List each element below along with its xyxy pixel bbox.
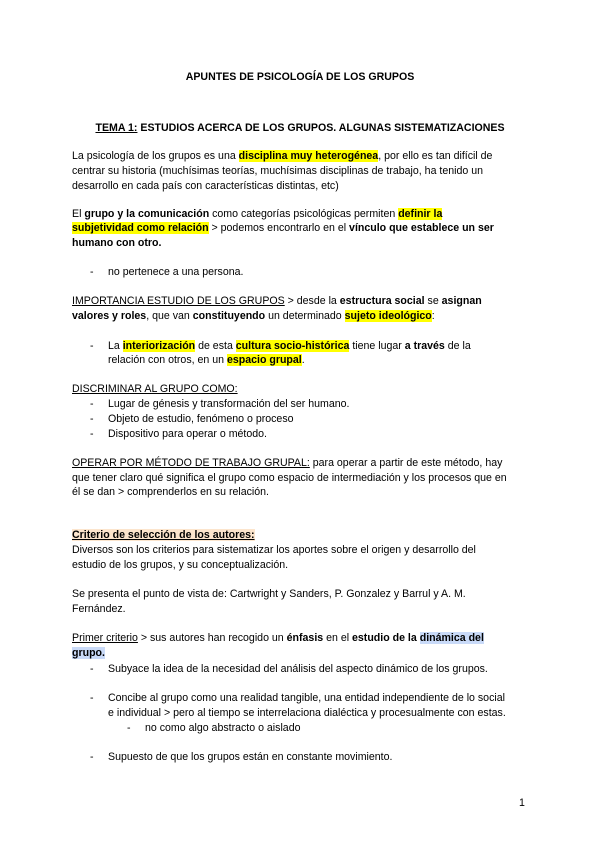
text: se	[424, 295, 442, 307]
bullet-1	[108, 265, 243, 279]
sub-list-item	[145, 721, 300, 735]
bullet-2-line-1	[108, 339, 471, 353]
bullet-dash: -	[90, 340, 94, 352]
highlight-text: cultura socio-histórica	[235, 340, 350, 352]
bullet-dash: -	[90, 428, 94, 440]
text: Supuesto de que los grupos están en constante movimiento.	[108, 751, 393, 763]
bullet-dash: -	[90, 266, 94, 278]
bullet-dash: -	[127, 722, 131, 734]
underlined-heading: OPERAR POR MÉTODO DE TRABAJO GRUPAL:	[72, 457, 310, 469]
text: relación con otros, en un	[108, 354, 227, 366]
tema-title: ESTUDIOS ACERCA DE LOS GRUPOS. ALGUNAS SISTEMATIZACIONES	[137, 122, 505, 134]
highlight-text: dinámica del	[419, 632, 484, 644]
text: Fernández.	[72, 603, 126, 615]
text: La	[108, 340, 123, 352]
bullet-dash: -	[90, 663, 94, 675]
underlined-heading: DISCRIMINAR AL GRUPO COMO:	[72, 383, 238, 395]
criterio-line-2	[72, 558, 288, 572]
bold-text: vínculo que establece un ser	[349, 222, 494, 234]
list-item	[108, 662, 488, 676]
text: :	[431, 310, 435, 322]
bold-text: humano con otro.	[72, 237, 162, 249]
presenta-line-2	[72, 602, 126, 616]
highlight-text: sujeto ideológico	[344, 310, 432, 322]
text: no pertenece a una persona.	[108, 266, 244, 278]
text: Dispositivo para operar o método.	[108, 428, 267, 440]
text: Concibe al grupo como una realidad tangible, una entidad independiente de lo social	[108, 692, 505, 704]
text: > sus autores han recogido un	[137, 632, 287, 644]
discriminar-item	[108, 397, 349, 411]
text: de esta	[195, 340, 236, 352]
highlight-text: grupo.	[72, 647, 105, 659]
bullet-dash: -	[90, 398, 94, 410]
bold-text: énfasis	[286, 632, 324, 644]
paragraph-1-line-1	[72, 149, 492, 163]
highlight-text: espacio grupal	[226, 354, 302, 366]
paragraph-2-line-2	[72, 221, 494, 235]
text: estudio de los grupos, y su conceptualización.	[72, 559, 289, 571]
text: de la	[444, 340, 471, 352]
text: > podemos encontrarlo en el	[208, 222, 350, 234]
bold-text: a través	[404, 340, 445, 352]
text: El	[72, 208, 85, 220]
discriminar-heading	[72, 382, 238, 396]
text: tiene lugar	[349, 340, 405, 352]
discriminar-item	[108, 427, 267, 441]
text: para operar a partir de este método, hay	[309, 457, 503, 469]
presenta-line-1	[72, 587, 466, 601]
text: , que van	[146, 310, 193, 322]
page-number: 1	[519, 797, 525, 809]
text: un determinado	[265, 310, 345, 322]
text: que tener claro qué significa el grupo como espacio de intermediación y los procesos que en	[72, 472, 507, 484]
highlight-text: subjetividad como relación	[72, 222, 209, 234]
text: no como algo abstracto o aislado	[145, 722, 301, 734]
text: Lugar de génesis y transformación del ser humano.	[108, 398, 350, 410]
discriminar-item	[108, 412, 294, 426]
criterio-heading	[72, 528, 255, 542]
tema-label: TEMA 1:	[95, 122, 138, 134]
highlight-text: disciplina muy heterogénea	[238, 150, 379, 162]
list-item	[108, 750, 392, 764]
bold-text: estudio de la	[352, 632, 420, 644]
text: como categorías psicológicas permiten	[209, 208, 399, 220]
underlined-heading: Primer criterio	[72, 632, 138, 644]
bold-text: asignan	[441, 295, 482, 307]
text: La psicología de los grupos es una	[72, 150, 239, 162]
tema-heading	[0, 121, 600, 135]
paragraph-2-line-3	[72, 236, 161, 250]
paragraph-1-line-2	[72, 164, 483, 178]
highlight-text: definir la	[398, 208, 443, 220]
text: Se presenta el punto de vista de: Cartwright y Sanders, P. Gonzalez y Barrul y A. M.	[72, 588, 466, 600]
highlight-text: interiorización	[122, 340, 196, 352]
text: centrar su historia (muchísimas teorías, muchísimas disciplinas de trabajo, ha tenido un	[72, 165, 483, 177]
bullet-dash: -	[90, 413, 94, 425]
bullet-dash: -	[90, 692, 94, 704]
text: > desde la	[284, 295, 340, 307]
text: Diversos son los criterios para sistematizar los aportes sobre el origen y desarrollo del	[72, 544, 476, 556]
text: e individual > pero al tiempo se interrelaciona dialéctica y procesualmente con estas.	[108, 707, 506, 719]
bold-text: valores y roles	[72, 310, 147, 322]
bold-text: grupo y la comunicación	[84, 208, 210, 220]
primer-criterio-line-1	[72, 631, 484, 645]
text: .	[301, 354, 305, 366]
underlined-heading: IMPORTANCIA ESTUDIO DE LOS GRUPOS	[72, 295, 285, 307]
list-item	[108, 691, 505, 705]
importancia-line-1	[72, 294, 482, 308]
text: desarrollo en cada país con características distintas, etc)	[72, 180, 339, 192]
text: en el	[323, 632, 353, 644]
title-text: APUNTES DE PSICOLOGÍA DE LOS GRUPOS	[185, 71, 415, 83]
operar-line-1	[72, 456, 502, 470]
highlight-heading: Criterio de selección de los autores:	[72, 529, 255, 541]
bold-text: estructura social	[339, 295, 425, 307]
criterio-line-1	[72, 543, 476, 557]
operar-line-2	[72, 471, 507, 485]
text: Subyace la idea de la necesidad del análisis del aspecto dinámico de los grupos.	[108, 663, 488, 675]
bullet-2-line-2	[108, 353, 305, 367]
bullet-dash: -	[90, 751, 94, 763]
list-item-continuation	[108, 706, 506, 720]
primer-criterio-line-2	[72, 646, 105, 660]
text: él se dan > comprenderlos en su relación.	[72, 486, 269, 498]
bold-text: constituyendo	[192, 310, 266, 322]
operar-line-3	[72, 485, 269, 499]
document-title	[0, 70, 600, 84]
paragraph-1-line-3	[72, 179, 339, 193]
text: , por ello es tan difícil de	[378, 150, 493, 162]
importancia-line-2	[72, 309, 435, 323]
paragraph-2-line-1	[72, 207, 442, 221]
text: Objeto de estudio, fenómeno o proceso	[108, 413, 294, 425]
